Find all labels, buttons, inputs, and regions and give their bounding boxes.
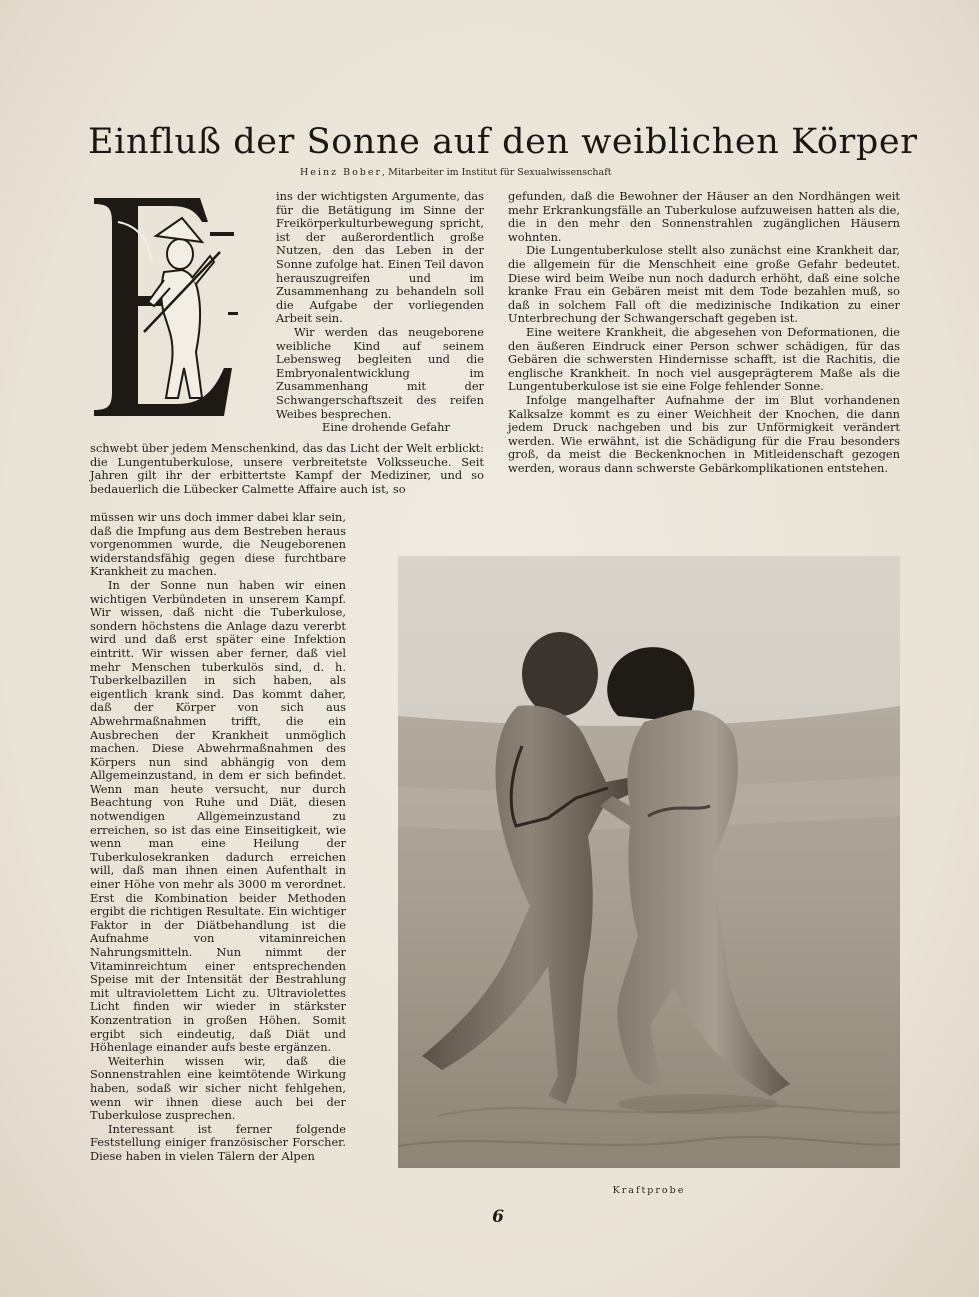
wrestlers-photo <box>398 556 900 1168</box>
paragraph: schwebt über jedem Menschenkind, das das Licht der Welt erblickt: die Lungentuberkulose, unsere verbreitetste Volksseuche. Seit Jahren gilt ihr der erbittertste Kampf der Mediziner, und so bedauerlich die Lübecker Calmette Affaire auch ist, so <box>90 441 484 496</box>
paragraph: In der Sonne nun haben wir einen wichtigen Verbündeten in unserem Kampf. Wir wissen, daß nicht die Tuberkulose, sondern höchstens die Anlage dazu vererbt wird und daß erst später eine Infektion eintritt. Wir wissen aber ferner, daß viel mehr Menschen tuberkulös sind, d. h. Tuberkelbazillen in sich haben, als eigentlich krank sind. Das kommt daher, daß der Körper von sich aus Abwehrmaßnahmen trifft, die ein Ausbrechen der Krankheit unmöglich machen. Diese Abwehrmaßnahmen des Körpers nun sind abhängig von dem Allgemeinzustand, in dem er sich befindet. Wenn man heute versucht, nur durch Beachtung von Ruhe und Diät, diesen notwendigen Allgemeinzustand zu erreichen, so ist das eine Einseitigkeit, wie wenn man eine Heilung der Tuberkulosekranken dadurch erreichen will, daß man ihnen einen Aufenthalt in einer Höhe von mehr als 3000 m verordnet. Erst die Kombination beider Methoden ergibt die richtigen Resultate. Ein wichtiger Faktor in der Diätbehandlung ist die Aufnahme von vitaminreichen Nahrungsmitteln. Nun nimmt der Vitaminreichtum einer entsprechenden Speise mit der Intensität der Bestrahlung mit ultraviolettem Licht zu. Ultraviolettes Licht finden wir wieder in stärkster Konzentration in großen Höhen. Somit ergibt sich eindeutig, daß Diät und Höhenlage einander aufs beste ergänzen. <box>90 577 346 1055</box>
column-2 <box>508 190 900 475</box>
page-number: 6 <box>492 1207 504 1227</box>
paragraph: müssen wir uns doch immer dabei klar sein, daß die Impfung aus dem Bestreben heraus vorgenommen wurde, die Neugeborenen widerstandsfähig gegen diese furchtbare Krankheit zu machen. <box>90 510 346 579</box>
paragraph: Wir werden das neugeborene weibliche Kind auf seinem Lebensweg begleiten und die Embryonalentwicklung im Zusammenhang mit der Schwangerschaftszeit des reifen Weibes besprechen. <box>276 324 484 421</box>
paragraph: Interessant ist ferner folgende Feststellung einiger französischer Forscher. Diese haben in vielen Tälern der Alpen <box>90 1121 346 1163</box>
dropcap-illustration <box>90 192 240 422</box>
paragraph: Weiterhin wissen wir, daß die Sonnenstrahlen eine keimtötende Wirkung haben, sodaß wir sicher nicht fehlgehen, wenn wir ihnen diese auch bei der Tuberkulose zusprechen. <box>90 1053 346 1123</box>
photo-caption: Kraftprobe <box>612 1185 686 1196</box>
column-1-wide <box>90 442 484 496</box>
paragraph: Eine drohende Gefahr <box>322 420 450 435</box>
paragraph: gefunden, daß die Bewohner der Häuser an den Nordhängen weit mehr Erkrankungsfälle an Tuberkulose aufzuweisen hatten als die, die in den mehr den Sonnenstrahlen zugänglichen Häusern wohnten. <box>508 189 900 244</box>
column-1-bottom <box>90 511 346 1164</box>
paragraph: ins der wichtigsten Argumente, das für die Betätigung im Sinne der Freikörperkulturbewegung spricht, ist der außerordentlich große Nutzen, den das Leben in der Sonne zufolge hat. Einen Teil davon herauszugreifen und im Zusammenhang zu behandeln soll die Aufgabe der vorliegenden Arbeit sein. <box>276 189 484 326</box>
author-name: Heinz Bober <box>300 167 383 178</box>
paragraph: Infolge mangelhafter Aufnahme der im Blut vorhandenen Kalksalze kommt es zu einer Weichheit der Knochen, die dann jedem Druck nachgeben und bis zur Unförmigkeit verändert werden. Wie erwähnt, ist die Schädigung für die Frau besonders groß, da meist die Beckenknochen in Mitleidenschaft gezogen werden, woraus dann schwerste Gebärkomplikationen entstehen. <box>508 392 900 475</box>
column-1-top <box>276 190 484 435</box>
paragraph: Die Lungentuberkulose stellt also zunächst eine Krankheit dar, die allgemein für die Menschheit eine große Gefahr bedeutet. Diese wird beim Weibe nun noch dadurch erhöht, daß eine solche kranke Frau ein Gebären meist mit dem Tode bezahlen muß, so daß in solchem Fall oft die medizinische Indikation zu einer Unterbrechung der Schwangerschaft gegeben ist. <box>508 243 900 326</box>
article-title: Einfluß der Sonne auf den weiblichen Körper <box>88 122 918 162</box>
author-role: , Mitarbeiter im Institut für Sexualwissenschaft <box>382 167 612 178</box>
byline <box>300 167 900 178</box>
paragraph: Eine weitere Krankheit, die abgesehen von Deformationen, die den äußeren Eindruck einer Person schwer schädigen, für das Gebären die schwersten Hindernisse schafft, ist die Rachitis, die englische Krankheit. In noch viel ausgeprägterem Maße als die Lungentuberkulose ist sie eine Folge fehlender Sonne. <box>508 324 900 394</box>
